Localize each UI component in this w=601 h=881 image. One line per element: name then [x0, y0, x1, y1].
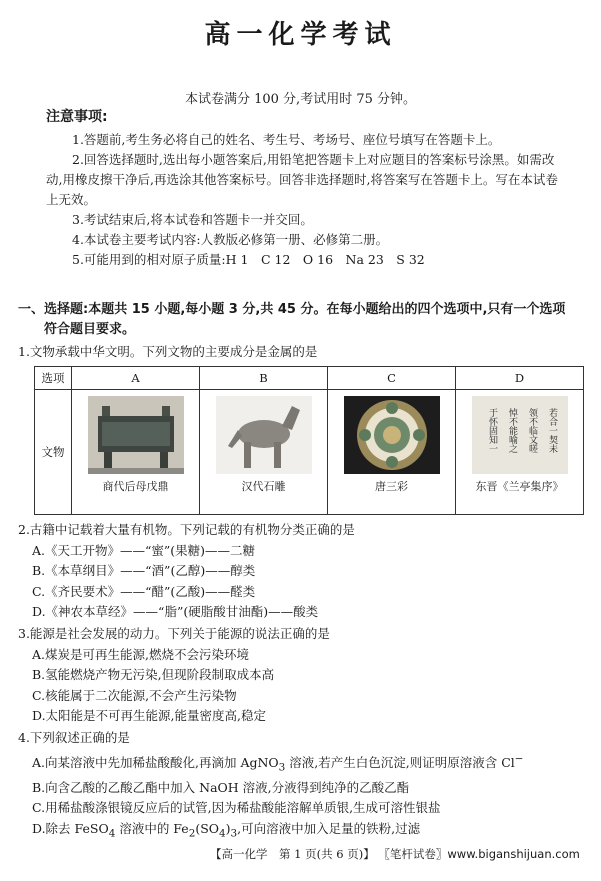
page-info: 【高一化学 第 1 页(共 6 页)】 [210, 847, 375, 861]
notice-item: 5.可能用到的相对原子质量:H 1 C 12 O 16 Na 23 S 32 [72, 252, 425, 267]
relic-caption: 唐三彩 [375, 480, 408, 493]
option: A.《天工开物》——“蜜”(果糖)——二糖 [32, 542, 256, 558]
section-heading [18, 300, 586, 340]
question-3 [18, 624, 590, 727]
question-1-table [34, 366, 584, 515]
relic-cell-b [200, 390, 328, 515]
relic-cell-a [72, 390, 200, 515]
option: A.煤炭是可再生能源,燃烧不会污染环境 [32, 646, 249, 662]
option: B.氢能燃烧产物无污染,但现阶段制取成本高 [32, 667, 275, 682]
question-4 [18, 728, 590, 844]
option: D.《神农本草经》——“脂”(硬脂酸甘油酯)——酸类 [32, 604, 319, 619]
tricolor-plate-image [344, 396, 440, 474]
row-label-relic: 文物 [35, 390, 72, 515]
question-1-stem: 1.文物承载中华文明。下列文物的主要成分是金属的是 [18, 344, 318, 359]
calligraphy-column: 若合一契未 [546, 408, 557, 453]
option: D.除去 FeSO$_4$ 溶液中的 $Fe_2(SO_4)_3$,可向溶液中加入足量的铁粉,过滤 [32, 820, 421, 840]
calligraphy-column: 领不临文嗟 [526, 408, 537, 453]
notice-list [46, 130, 562, 270]
calligraphy-image [472, 396, 568, 474]
page-footer [210, 846, 580, 862]
exam-subtitle: 本试卷满分 100 分,考试用时 75 分钟。 [184, 92, 417, 107]
option: B.《本草纲目》——“酒”(乙醇)——醇类 [32, 563, 256, 578]
relic-caption: 商代后母戊鼎 [102, 480, 169, 493]
notice-item: 2.回答选择题时,选出每小题答案后,用铅笔把答题卡上对应题目的答案标号涂黑。如需改动,用橡皮擦干净后,再选涂其他答案标号。回答非选择题时,将答案写在答题卡上。写在本试卷上无效。 [46, 152, 558, 207]
table-body-row [35, 390, 584, 515]
stone-horse-image [216, 396, 312, 474]
notice-item: 3.考试结束后,将本试卷和答题卡一并交回。 [72, 212, 313, 227]
option: C.用稀盐酸涤银镜反应后的试管,因为稀盐酸能溶解单质银,生成可溶性银盐 [32, 800, 441, 816]
relic-caption: 汉代石雕 [241, 480, 286, 493]
option: A.向某溶液中先加稀盐酸酸化,再滴加 AgNO$_3$ 溶液,若产生白色沉淀,则证明原溶液含 Cl− [32, 752, 524, 774]
section-line-2: 符合题目要求。 [44, 322, 136, 337]
option: C.核能属于二次能源,不会产生污染物 [32, 687, 237, 703]
header-cell-c: C [328, 367, 456, 390]
question-2 [18, 520, 590, 623]
header-cell-d: D [456, 367, 584, 390]
option: D.太阳能是不可再生能源,能量密度高,稳定 [32, 708, 266, 723]
header-cell-b: B [200, 367, 328, 390]
question-3-stem: 3.能源是社会发展的动力。下列关于能源的说法正确的是 [18, 626, 330, 641]
exam-title: 高一化学考试 [204, 20, 397, 50]
header-cell-a: A [72, 367, 200, 390]
option: C.《齐民要术》——“醋”(乙酸)——醛类 [32, 583, 256, 599]
notice-item: 1.答题前,考生务必将自己的姓名、考生号、考场号、座位号填写在答题卡上。 [72, 132, 501, 147]
option: B.向含乙酸的乙酸乙酯中加入 NaOH 溶液,分液得到纯净的乙酸乙酯 [32, 779, 410, 795]
footer-brand: 〖笔杆试卷〗www.biganshijuan.com [378, 847, 580, 861]
notice-heading: 注意事项: [46, 109, 108, 125]
bronze-ding-image [88, 396, 184, 474]
relic-cell-c [328, 390, 456, 515]
question-2-stem: 2.古籍中记载着大量有机物。下列记载的有机物分类正确的是 [18, 522, 355, 537]
calligraphy-column: 于怀固知一 [486, 408, 497, 453]
section-line-1: 一、选择题:本题共 15 小题,每小题 3 分,共 45 分。在每小题给出的四个选项中,只有一个选项 [18, 302, 566, 317]
notice-item: 4.本试卷主要考试内容:人教版必修第一册、必修第二册。 [72, 232, 389, 247]
calligraphy-column: 悼不能喻之 [506, 408, 517, 453]
table-header-row [35, 367, 584, 390]
header-cell-option: 选项 [35, 367, 72, 390]
relic-cell-d [456, 390, 584, 515]
question-4-stem: 4.下列叙述正确的是 [18, 730, 130, 745]
relic-caption: 东晋《兰亭集序》 [475, 480, 564, 493]
